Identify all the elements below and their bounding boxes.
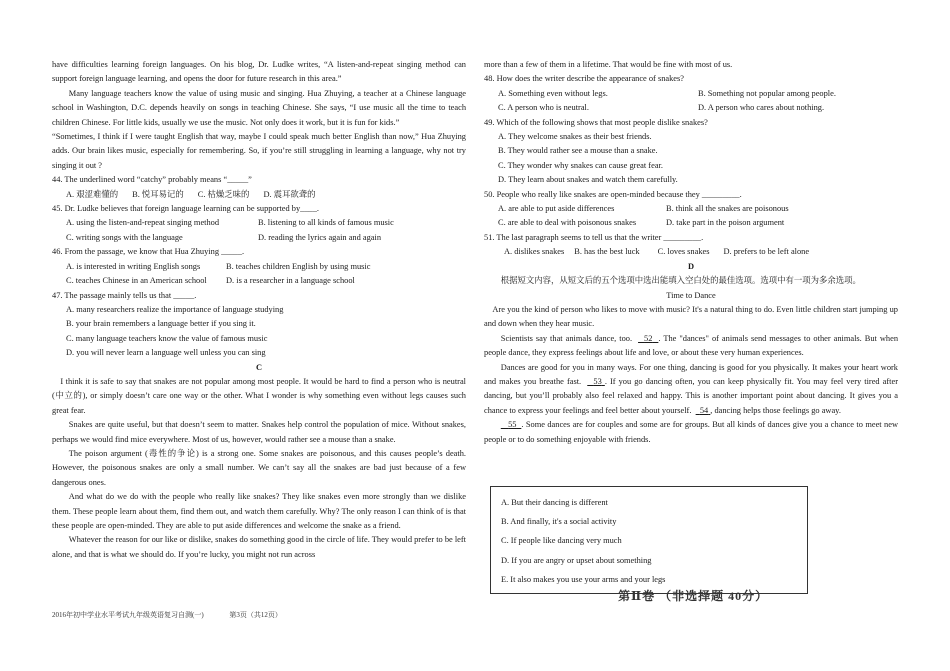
option-d: D. 震耳欲聋的	[263, 189, 316, 199]
option-a: A. many researchers realize the importance of language studying	[66, 304, 284, 314]
option-a: A. dislikes snakes	[504, 247, 565, 257]
option-a: A. 艰涩难懂的	[66, 189, 119, 199]
dance-paragraph-3-middle: . If you go dancing often, you can keep physically fit. You may feel very tired after dancing, but you’ll probably also feel relaxed and happy. This is another important point about dancing. It gives you a chance to express your feelings and feel better about yourself.	[484, 376, 899, 415]
choice-b: B. And finally, it's a social activity	[501, 517, 617, 527]
dance-paragraph-4-text: . Some dances are for couples and some are for groups. But all kinds of dances give you a chance to meet new people or to do something enjoyable with friends.	[484, 420, 899, 444]
option-a: A. are able to put aside differences	[498, 204, 615, 214]
options-row	[484, 245, 898, 259]
blank-52	[638, 334, 658, 343]
blank-55	[501, 420, 522, 429]
blank-52-number: 52	[644, 333, 653, 343]
hua-paragraph: Many language teachers know the value of using music and singing. Hua Zhuying, a teacher at a Chinese language school in Washington, D.C. depends heavily on songs in teaching Chinese. She says, “I use music all the time to teach children Chinese. For little kids, usually we use the music. Not only does it work, but it is fun for kids.”	[52, 88, 466, 127]
option-d: D. take part in the poison argument	[666, 218, 785, 228]
question-51	[484, 231, 898, 260]
option-c: C. are able to deal with poisonous snakes	[498, 218, 637, 228]
option-c: C. loves snakes	[657, 247, 710, 257]
question-50	[484, 188, 898, 231]
snake-paragraph-3: The poison argument (毒性的争论) is a strong one. Some snakes are poisonous, and this causes people’s death. However, the poisonous snakes are only a small number. We can’t say all the snakes are bad just because of a few dangerous ones.	[52, 448, 466, 487]
dance-paragraph-3-start: Dances are good for you in many ways. For one thing, dancing is good for you physically. It makes your heart work and makes you breathe fast.	[484, 362, 898, 386]
dance-paragraph-4	[484, 418, 898, 447]
option-b: B. listening to all kinds of famous music	[258, 218, 394, 228]
right-column	[484, 58, 898, 447]
exam-title: 2016年初中学业水平考试九年级英语复习自测(一)	[52, 611, 204, 619]
option-d: D. you will never learn a language well unless you can sing	[66, 348, 266, 358]
option-c: C. teaches Chinese in an American school	[66, 276, 207, 286]
question-45	[52, 202, 466, 245]
dance-paragraph-2-end: . The "dances" of animals send messages to other animals. But when people dance, they express feelings about life and love, or about these very human experiences.	[484, 333, 899, 358]
option-b: B. 悦耳易记的	[132, 189, 184, 199]
choice-d: D. If you are angry or upset about something	[501, 555, 652, 565]
page-footer	[52, 608, 306, 622]
dance-paragraph-2	[484, 332, 898, 361]
option-a: A. They welcome snakes as their best friends.	[498, 132, 652, 142]
part-two-heading: 第Ⅱ卷 （非选择题 40分）	[618, 589, 769, 603]
choice-c: C. If people like dancing very much	[501, 536, 622, 546]
snake-paragraph-1: I think it is safe to say that snakes are not popular among most people. It would be hard to find a person who is neutral (中立的), or simply doesn’t care one way or the other. What I wonder is why something even without legs causes such great fear.	[52, 376, 466, 415]
options-row	[484, 101, 898, 115]
option-c: C. 枯燥乏味的	[197, 189, 250, 199]
option-b: B. teaches children English by using music	[226, 261, 371, 271]
choice-a: A. But their dancing is different	[501, 498, 608, 507]
option-d: D. prefers to be left alone	[723, 247, 810, 257]
options-row	[484, 216, 898, 230]
question-44	[52, 173, 466, 202]
option-b: B. think all the snakes are poisonous	[666, 204, 789, 214]
question-stem: 48. How does the writer describe the appearance of snakes?	[484, 74, 684, 84]
choice-e: E. It also makes you use your arms and your legs	[501, 574, 666, 584]
left-column	[52, 58, 466, 562]
option-a: A. is interested in writing English songs	[66, 261, 201, 271]
blank-53-number: 53	[593, 376, 602, 386]
dance-paragraph-1: Are you the kind of person who likes to move with music? It's a natural thing to do. Even little children start jumping up and down when they hear music.	[484, 304, 898, 329]
blank-54	[696, 406, 711, 415]
option-b: B. They would rather see a mouse than a snake.	[498, 146, 658, 156]
question-48	[484, 72, 898, 115]
snake-continuation: more than a few of them in a lifetime. That would be fine with most of us.	[484, 60, 733, 69]
option-a: A. using the listen-and-repeat singing method	[66, 218, 220, 228]
option-c: C. They wonder why snakes can cause great fear.	[498, 160, 663, 170]
question-47	[52, 289, 466, 361]
question-stem: 50. People who really like snakes are open-minded because they _________.	[484, 189, 742, 199]
question-stem: 47. The passage mainly tells us that _____.	[52, 290, 197, 300]
blank-55-number: 55	[508, 420, 517, 430]
question-stem: 49. Which of the following shows that most people dislike snakes?	[484, 117, 708, 127]
dance-paragraph-2-start: Scientists say that animals dance, too.	[500, 333, 633, 343]
section-d-instruction: 根据短文内容，从短文后的五个选项中选出能填入空白处的最佳选项。选项中有一项为多余选项。	[500, 276, 861, 286]
options-row	[52, 188, 466, 202]
options-row	[52, 216, 466, 230]
options-row	[484, 202, 898, 216]
sometimes-paragraph: “Sometimes, I think if I were taught English that way, maybe I could speak much better English than now,” Hua Zhuying adds. Our brain likes music, especially for remembering. So, if you’re still struggling in learning a language, why not try singing it out ?	[52, 132, 466, 170]
option-b: B. Something not popular among people.	[698, 88, 836, 98]
section-c-heading: C	[255, 362, 263, 372]
snake-paragraph-4: And what do we do with the people who really like snakes? They like snakes even more strongly than we dislike them. These people learn about them, find them out, and watch them carefully. Why? The only reason I can think of is that these people are open-minded. They are able to put aside differences and welcome the snake as a friend.	[52, 492, 466, 530]
question-stem: 51. The last paragraph seems to tell us that the writer _________.	[484, 232, 704, 242]
intro-paragraph: have difficulties learning foreign languages. On his blog, Dr. Ludke writes, “A listen-and-repeat singing method can support foreign language learning, and opens the door for future research in this area.”	[52, 60, 466, 84]
choices-box	[490, 486, 808, 594]
section-d-heading: D	[687, 261, 695, 271]
question-stem: 46. From the passage, we know that Hua Zhuying _____.	[52, 247, 245, 257]
question-49	[484, 116, 898, 188]
question-46	[52, 245, 466, 288]
question-stem: 45. Dr. Ludke believes that foreign language learning can be supported by____.	[52, 204, 319, 214]
option-d: D. reading the lyrics again and again	[258, 232, 382, 242]
option-d: D. They learn about snakes and watch them carefully.	[498, 175, 678, 185]
option-d: D. is a researcher in a language school	[226, 276, 355, 286]
option-c: C. writing songs with the language	[66, 232, 183, 242]
option-b: B. has the best luck	[574, 247, 640, 257]
dance-paragraph-3	[484, 361, 898, 419]
options-row	[52, 260, 466, 274]
snake-paragraph-5: Whatever the reason for our like or dislike, snakes do something good in the circle of life. They would prefer to be left alone, and that is what we should do. If you’re lucky, you might not run across	[52, 535, 466, 559]
options-row	[52, 231, 466, 245]
question-stem: 44. The underlined word “catchy” probably means “_____”	[52, 175, 252, 185]
snake-paragraph-2: Snakes are quite useful, but that doesn’t seem to matter. Snakes help control the population of mice. Without snakes, perhaps we would find mice everywhere. Most of us, however, would rather see a mouse than a snake.	[52, 420, 466, 444]
options-row	[484, 87, 898, 101]
option-c: C. A person who is neutral.	[498, 103, 589, 113]
dance-paragraph-3-end: , dancing helps those feelings go away.	[710, 405, 841, 415]
option-c: C. many language teachers know the value of famous music	[66, 333, 268, 343]
page-number: 第3页（共12页）	[229, 611, 282, 619]
option-d: D. A person who cares about nothing.	[698, 103, 825, 113]
option-b: B. your brain remembers a language better if you sing it.	[66, 319, 256, 329]
passage-title: Time to Dance	[666, 290, 716, 300]
blank-54-number: 54	[699, 405, 709, 415]
option-a: A. Something even without legs.	[498, 88, 608, 98]
options-row	[52, 274, 466, 288]
blank-53	[587, 377, 605, 386]
